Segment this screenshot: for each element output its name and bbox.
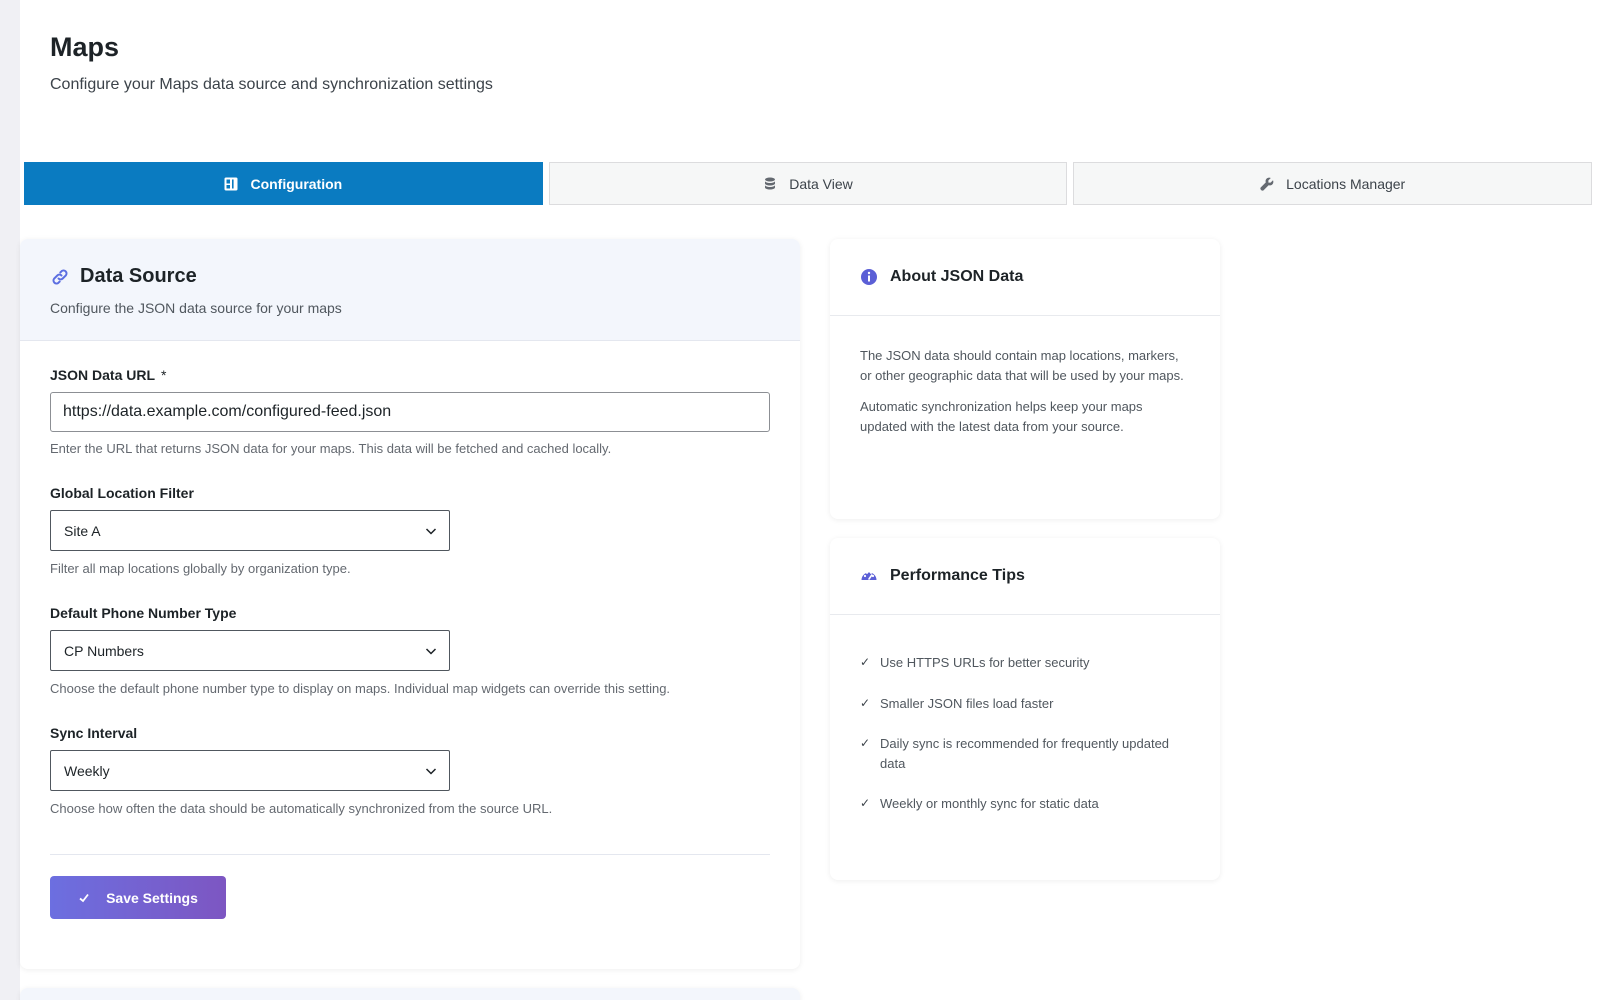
page-title: Maps (50, 32, 120, 62)
tab-data-view[interactable] (549, 162, 1068, 205)
location-filter-help: Filter all map locations globally by organization type. (50, 561, 351, 576)
data-source-description: Configure the JSON data source for your maps (50, 300, 342, 316)
phone-type-value: CP Numbers (64, 642, 144, 659)
check-icon: ✓ (860, 655, 871, 669)
next-card-peek (20, 988, 800, 1000)
about-json-body (830, 316, 1220, 436)
list-item (860, 694, 1190, 714)
tab-label: Locations Manager (1286, 175, 1406, 192)
performance-tips-list (830, 615, 1220, 814)
check-icon: ✓ (860, 695, 871, 710)
list-item (860, 794, 1190, 814)
tab-label: Data View (789, 175, 853, 192)
about-json-paragraph: Automatic synchronization helps keep your maps updated with the latest data from your source. (860, 399, 1143, 434)
data-source-card (20, 239, 800, 969)
tip-text: Weekly or monthly sync for static data (880, 796, 1099, 811)
json-url-input[interactable] (50, 392, 770, 432)
gauge-icon (860, 567, 878, 585)
about-json-header (830, 239, 1220, 316)
location-filter-value: Site A (64, 522, 101, 539)
tab-bar (24, 162, 1592, 205)
check-icon (78, 892, 90, 904)
tab-configuration[interactable] (24, 162, 543, 205)
sync-interval-label: Sync Interval (50, 725, 138, 741)
save-settings-label: Save Settings (106, 889, 198, 906)
check-icon: ✓ (860, 796, 871, 810)
location-filter-label: Global Location Filter (50, 485, 194, 501)
sync-interval-help: Choose how often the data should be automatically synchronized from the source URL. (50, 801, 553, 816)
performance-tips-header (830, 538, 1220, 615)
data-source-title: Data Source (80, 265, 197, 287)
link-icon (50, 267, 70, 287)
admin-left-rail (0, 0, 20, 1000)
info-icon (860, 268, 878, 286)
chevron-down-icon (425, 645, 437, 657)
data-source-card-header (20, 239, 800, 341)
performance-tips-card (830, 538, 1220, 880)
json-url-label-text: JSON Data URL (50, 367, 156, 383)
chevron-down-icon (425, 525, 437, 537)
phone-type-select[interactable] (50, 630, 450, 671)
wrench-icon (1260, 177, 1274, 191)
tab-label: Configuration (250, 175, 343, 192)
page-subtitle: Configure your Maps data source and synchronization settings (50, 76, 493, 93)
tip-text: Daily sync is recommended for frequently updated data (880, 736, 1170, 771)
required-marker: * (161, 367, 167, 383)
phone-type-label: Default Phone Number Type (50, 605, 237, 621)
tab-locations-manager[interactable] (1073, 162, 1592, 205)
json-url-label (50, 367, 166, 383)
about-json-paragraph: The JSON data should contain map locations, markers, or other geographic data that will be used by your maps. (860, 348, 1184, 383)
phone-type-help: Choose the default phone number type to display on maps. Individual map widgets can override this setting. (50, 681, 671, 696)
sync-interval-value: Weekly (64, 762, 110, 779)
database-icon (763, 177, 777, 191)
json-url-help: Enter the URL that returns JSON data for your maps. This data will be fetched and cached locally. (50, 441, 612, 456)
list-item (860, 734, 1190, 773)
sync-interval-select[interactable] (50, 750, 450, 791)
tip-text: Smaller JSON files load faster (880, 695, 1054, 711)
chevron-down-icon (425, 765, 437, 777)
check-icon: ✓ (860, 736, 871, 750)
performance-tips-title: Performance Tips (890, 567, 1025, 584)
about-json-card (830, 239, 1220, 519)
location-filter-select[interactable] (50, 510, 450, 551)
form-divider (50, 854, 770, 855)
about-json-title: About JSON Data (890, 268, 1024, 285)
list-item (860, 653, 1190, 673)
save-settings-button[interactable] (50, 876, 226, 919)
tip-text: Use HTTPS URLs for better security (880, 655, 1090, 670)
dashboard-icon (224, 177, 238, 191)
